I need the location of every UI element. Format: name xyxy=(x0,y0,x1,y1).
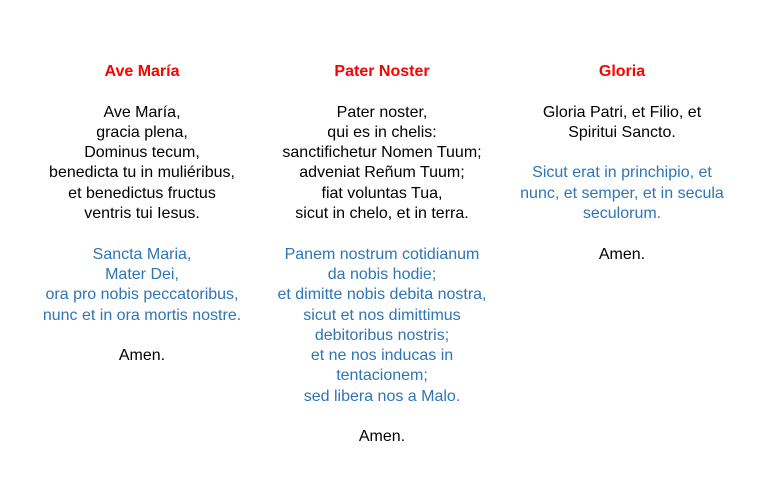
prayer-paragraph xyxy=(262,245,502,407)
prayer-line: Amen. xyxy=(598,245,646,263)
prayer-line: Gloria Patri, et Filio, et xyxy=(542,103,702,121)
prayer-line: sicut et nos dimittimus xyxy=(303,306,461,324)
prayer-column-pater-noster xyxy=(262,62,502,468)
prayer-line: benedicta tu in muliéribus, xyxy=(49,164,235,182)
prayer-line: sed libera nos a Malo. xyxy=(303,387,461,405)
prayer-line: debitoribus nostris; xyxy=(314,326,450,344)
prayer-line: et ne nos inducas in xyxy=(310,347,454,365)
prayer-line: gracia plena, xyxy=(96,123,188,141)
prayer-paragraph xyxy=(22,103,262,225)
prayer-line: nunc, et semper, et in secula xyxy=(520,184,724,202)
prayer-paragraph xyxy=(502,103,742,144)
prayer-line: qui es in chelis: xyxy=(327,123,437,141)
prayer-line: seculorum. xyxy=(582,205,662,223)
prayer-paragraph xyxy=(22,346,262,366)
prayer-line: Sicut erat in princhipio, et xyxy=(532,164,712,182)
prayer-paragraph xyxy=(502,163,742,224)
prayer-line: sicut in chelo, et in terra. xyxy=(295,205,469,223)
prayer-line: nunc et in ora mortis nostre. xyxy=(42,306,242,324)
prayer-line: Amen. xyxy=(358,428,406,446)
prayer-line: fiat voluntas Tua, xyxy=(321,184,443,202)
prayer-line: Sancta Maria, xyxy=(92,245,192,263)
prayer-line: et benedictus fructus xyxy=(68,184,216,202)
prayer-line: tentacionem; xyxy=(336,367,428,385)
prayer-line: sanctifichetur Nomen Tuum; xyxy=(282,144,482,162)
prayer-line: ventris tui Iesus. xyxy=(84,205,200,223)
prayer-title: Gloria xyxy=(598,63,646,80)
prayer-line: et dimitte nobis debita nostra, xyxy=(277,286,487,304)
prayer-paragraph xyxy=(262,103,502,225)
prayer-line: ora pro nobis peccatoribus, xyxy=(45,286,239,304)
prayer-line: da nobis hodie; xyxy=(327,265,437,283)
prayer-column-gloria xyxy=(502,62,742,285)
prayer-paragraph xyxy=(502,245,742,265)
prayer-line: Pater noster, xyxy=(336,103,428,121)
prayer-line: Mater Dei, xyxy=(105,265,179,283)
prayer-line: Panem nostrum cotidianum xyxy=(284,245,480,263)
prayer-line: Dominus tecum, xyxy=(84,144,200,162)
prayer-line: Ave María, xyxy=(103,103,181,121)
prayer-column-ave-maria xyxy=(22,62,262,387)
prayer-title: Ave María xyxy=(104,63,180,80)
prayer-title: Pater Noster xyxy=(334,63,430,80)
prayer-line: Amen. xyxy=(118,347,166,365)
prayer-line: adveniat Reñum Tuum; xyxy=(299,164,465,182)
prayer-paragraph xyxy=(22,245,262,326)
prayer-paragraph xyxy=(262,427,502,447)
prayer-line: Spiritui Sancto. xyxy=(568,123,676,141)
